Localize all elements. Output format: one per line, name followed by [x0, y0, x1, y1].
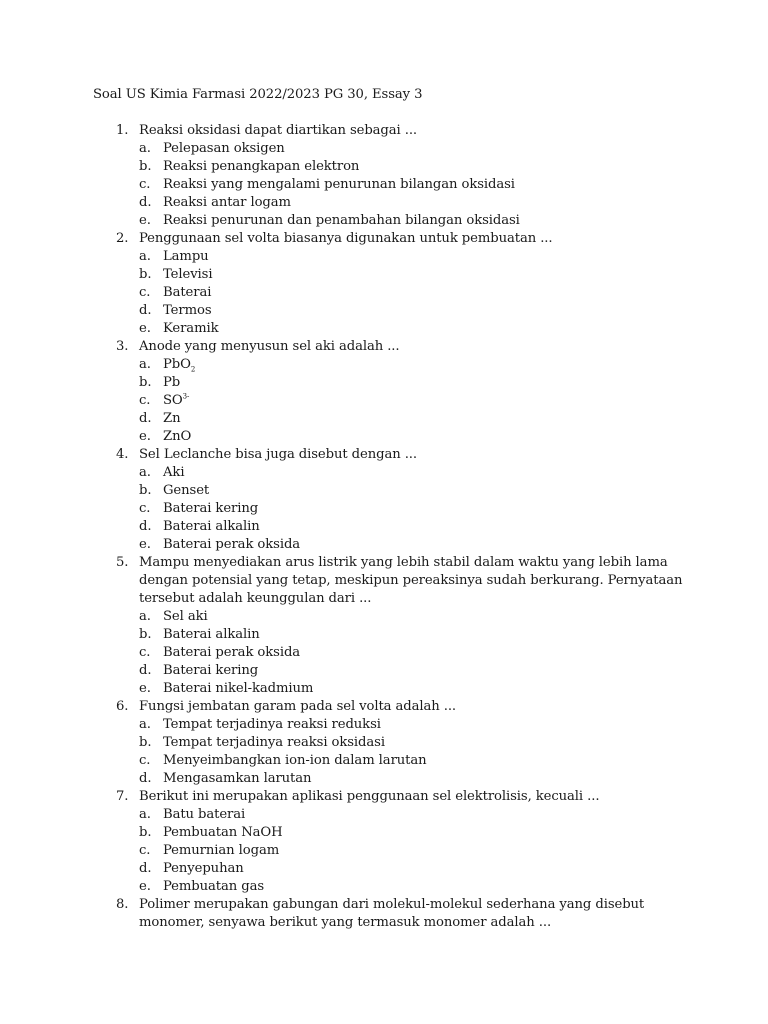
option-text: Tempat terjadinya reaksi oksidasi — [163, 735, 385, 750]
option-text: Pembuatan NaOH — [163, 825, 283, 840]
answer-options — [139, 248, 683, 338]
option-letter: b. — [139, 375, 152, 390]
option-text: Keramik — [163, 321, 219, 336]
option-letter: c. — [139, 645, 151, 660]
answer-option — [139, 302, 683, 320]
answer-option — [139, 680, 683, 698]
option-letter: b. — [139, 735, 152, 750]
answer-options — [139, 464, 683, 554]
question-text: Mampu menyediakan arus listrik yang lebih stabil dalam waktu yang lebih lama dengan potensial yang tetap, meskipun pereaksinya sudah berkurang. Pernyataan tersebut adalah keunggulan dari ... — [139, 555, 683, 606]
question-number: 2. — [116, 231, 129, 246]
answer-option — [139, 158, 683, 176]
option-text: Baterai nikel-kadmium — [163, 681, 314, 696]
option-letter: c. — [139, 753, 151, 768]
option-text: Televisi — [163, 267, 213, 282]
option-letter: a. — [139, 807, 151, 822]
answer-option — [139, 284, 683, 302]
answer-option — [139, 878, 683, 896]
answer-option — [139, 212, 683, 230]
option-text: Baterai alkalin — [163, 519, 260, 534]
option-text: Pembuatan gas — [163, 879, 265, 894]
option-text: Tempat terjadinya reaksi reduksi — [163, 717, 381, 732]
option-letter: d. — [139, 411, 152, 426]
question-item — [93, 896, 683, 932]
question-text: Polimer merupakan gabungan dari molekul-molekul sederhana yang disebut monomer, senyawa berikut yang termasuk monomer adalah ... — [139, 897, 645, 930]
answer-option — [139, 644, 683, 662]
question-text: Reaksi oksidasi dapat diartikan sebagai ... — [139, 123, 418, 138]
answer-option — [139, 482, 683, 500]
option-letter: c. — [139, 285, 151, 300]
option-text: Batu baterai — [163, 807, 246, 822]
answer-options — [139, 140, 683, 230]
question-item — [93, 230, 683, 338]
answer-option — [139, 464, 683, 482]
question-number: 4. — [116, 447, 129, 462]
option-letter: e. — [139, 681, 151, 696]
option-letter: a. — [139, 249, 151, 264]
option-letter: d. — [139, 195, 152, 210]
option-text: Baterai kering — [163, 663, 259, 678]
question-item — [93, 698, 683, 788]
answer-option — [139, 410, 683, 428]
option-text: Baterai kering — [163, 501, 259, 516]
option-letter: a. — [139, 609, 151, 624]
question-item — [93, 446, 683, 554]
option-letter: b. — [139, 825, 152, 840]
answer-option — [139, 662, 683, 680]
answer-option — [139, 392, 683, 410]
option-letter: c. — [139, 177, 151, 192]
question-item — [93, 122, 683, 230]
option-letter: d. — [139, 303, 152, 318]
answer-option — [139, 248, 683, 266]
answer-option — [139, 824, 683, 842]
answer-option — [139, 626, 683, 644]
subscript: 2 — [190, 365, 196, 374]
option-text: Baterai alkalin — [163, 627, 260, 642]
option-letter: c. — [139, 393, 151, 408]
question-text: Anode yang menyusun sel aki adalah ... — [139, 339, 400, 354]
option-text: Baterai perak oksida — [163, 537, 301, 552]
answer-option — [139, 194, 683, 212]
option-letter: a. — [139, 141, 151, 156]
answer-options — [139, 716, 683, 788]
answer-option — [139, 356, 683, 374]
answer-option — [139, 842, 683, 860]
option-text: Sel aki — [163, 609, 208, 624]
answer-option — [139, 176, 683, 194]
option-text: Aki — [163, 465, 185, 480]
answer-option — [139, 428, 683, 446]
option-text: Zn — [163, 411, 181, 426]
question-number: 1. — [116, 123, 129, 138]
answer-options — [139, 806, 683, 896]
option-letter: b. — [139, 267, 152, 282]
question-number: 8. — [116, 897, 129, 912]
question-text: Penggunaan sel volta biasanya digunakan untuk pembuatan ... — [139, 231, 553, 246]
answer-option — [139, 716, 683, 734]
option-letter: c. — [139, 501, 151, 516]
question-text: Berikut ini merupakan aplikasi penggunaan sel elektrolisis, kecuali ... — [139, 789, 600, 804]
option-letter: e. — [139, 321, 151, 336]
answer-option — [139, 140, 683, 158]
question-number: 7. — [116, 789, 129, 804]
question-item — [93, 554, 683, 698]
question-item — [93, 788, 683, 896]
option-text: Lampu — [163, 249, 209, 264]
option-letter: b. — [139, 159, 152, 174]
question-number: 5. — [116, 555, 129, 570]
question-number: 6. — [116, 699, 129, 714]
answer-option — [139, 536, 683, 554]
question-number: 3. — [116, 339, 129, 354]
answer-option — [139, 770, 683, 788]
option-letter: d. — [139, 519, 152, 534]
answer-option — [139, 752, 683, 770]
answer-option — [139, 806, 683, 824]
option-letter: e. — [139, 879, 151, 894]
option-letter: d. — [139, 663, 152, 678]
question-item — [93, 338, 683, 446]
option-letter: a. — [139, 357, 151, 372]
option-letter: d. — [139, 861, 152, 876]
option-letter: e. — [139, 537, 151, 552]
answer-option — [139, 734, 683, 752]
option-text: ZnO — [163, 429, 192, 444]
option-letter: e. — [139, 213, 151, 228]
option-letter: c. — [139, 843, 151, 858]
option-letter: d. — [139, 771, 152, 786]
answer-option — [139, 500, 683, 518]
option-text: Pb — [163, 375, 181, 390]
option-letter: e. — [139, 429, 151, 444]
option-letter: b. — [139, 483, 152, 498]
answer-option — [139, 374, 683, 392]
option-text: Pelepasan oksigen — [163, 141, 285, 156]
answer-option — [139, 608, 683, 626]
option-text: Genset — [163, 483, 210, 498]
option-letter: a. — [139, 465, 151, 480]
option-text: Termos — [163, 303, 212, 318]
question-text: Sel Leclanche bisa juga disebut dengan ... — [139, 447, 417, 462]
document-title: Soal US Kimia Farmasi 2022/2023 PG 30, Essay 3 — [93, 87, 423, 102]
question-list — [93, 122, 683, 932]
option-text: Pemurnian logam — [163, 843, 280, 858]
answer-option — [139, 860, 683, 878]
option-text: Reaksi penurunan dan penambahan bilangan oksidasi — [163, 213, 520, 228]
option-letter: b. — [139, 627, 152, 642]
option-text: Menyeimbangkan ion-ion dalam larutan — [163, 753, 427, 768]
option-text: Penyepuhan — [163, 861, 244, 876]
answer-options — [139, 356, 683, 446]
option-text: SO — [163, 393, 183, 408]
answer-option — [139, 320, 683, 338]
option-letter: a. — [139, 717, 151, 732]
question-text: Fungsi jembatan garam pada sel volta adalah ... — [139, 699, 457, 714]
option-text: Reaksi yang mengalami penurunan bilangan oksidasi — [163, 177, 515, 192]
answer-option — [139, 518, 683, 536]
option-text: Baterai perak oksida — [163, 645, 301, 660]
superscript: 3- — [182, 392, 190, 401]
option-text: Reaksi penangkapan elektron — [163, 159, 360, 174]
answer-option — [139, 266, 683, 284]
option-text: Reaksi antar logam — [163, 195, 291, 210]
option-text: Mengasamkan larutan — [163, 771, 312, 786]
option-text: Baterai — [163, 285, 212, 300]
answer-options — [139, 608, 683, 698]
option-text: PbO — [163, 357, 191, 372]
